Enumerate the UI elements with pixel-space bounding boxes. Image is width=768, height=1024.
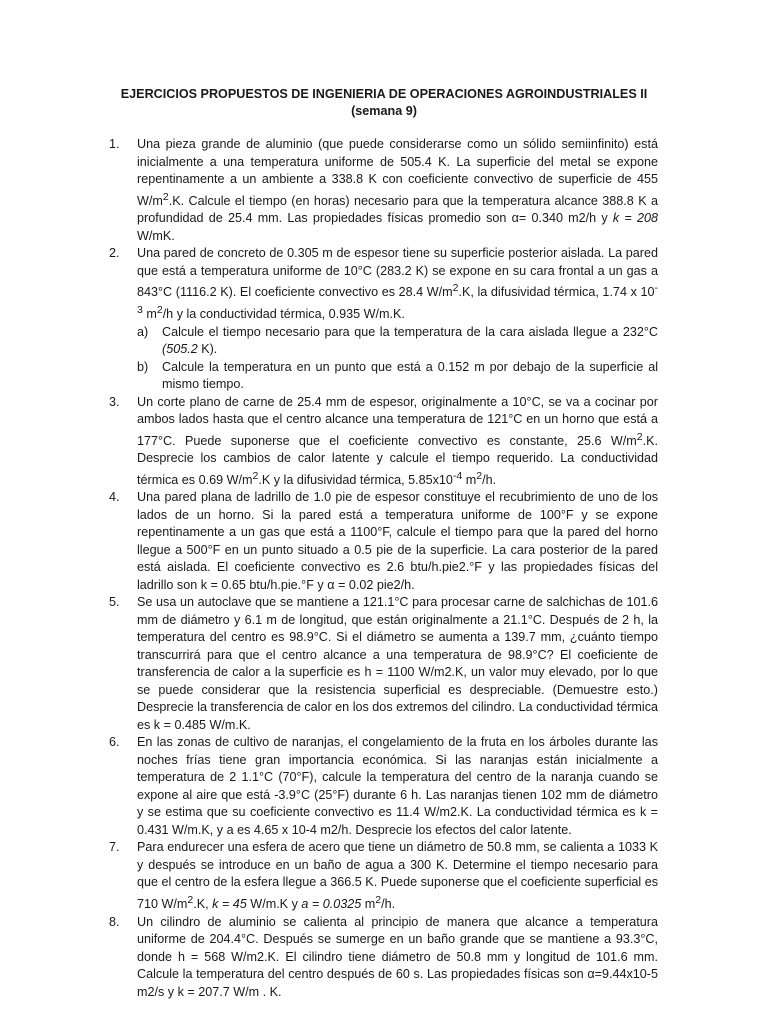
exercise-7: [109, 839, 658, 913]
exercise-number: 2.: [109, 246, 120, 261]
exercise-number: 7.: [109, 840, 120, 855]
exercise-8: [109, 914, 658, 1002]
exercise-2: [109, 245, 658, 393]
exercise-text: En las zonas de cultivo de naranjas, el congelamiento de la fruta en los árboles durante las noches frías tiene gran importancia económica. Si las naranjas están inicialmente a temperatura de 2 1.1°C (70°F), calcule la temperatura del centro de la naranja cuando se expone al aire que está -3.9°C (25°F) durante 6 h. Las naranjas tienen 102 mm de diámetro y se estima que su coeficiente convectivo es 11.4 W/m2.K. La conductividad térmica es k = 0.431 W/m.K, y a es 4.65 x 10-4 m2/h. Desprecie los efectos del calor latente.: [137, 735, 658, 837]
exercise-number: 4.: [109, 490, 120, 505]
exercise-5: [109, 594, 658, 734]
exercise-text: Para endurecer una esfera de acero que tiene un diámetro de 50.8 mm, se calienta a 1033 K y después se introduce en un baño de agua a 300 K. Determine el tiempo necesario para que el centro de la esfera llegue a 366.5 K. Puede suponerse que el coeficiente superficial es 710 $W/m^2.K$, k = 45 W/m.K y a = 0.0325 $m^2/h$.: [137, 840, 658, 912]
exercise-text: Una pieza grande de aluminio (que puede considerarse como un sólido semiinfinito) está inicialmente a una temperatura uniforme de 505.4 K. La superficie del metal se expone repentinamente a un ambiente a 338.8 K con coeficiente convectivo de superficie de 455 $W/m^2.K$. Calcule el tiempo (en horas) necesario para que la temperatura alcance 388.8 K a profundidad de 25.4 mm. Las propiedades físicas promedio son α= 0.340 m2/h y k = 208 W/mK.: [137, 137, 659, 243]
exercise-3: [109, 394, 658, 490]
sub-question-a: a) Calcule el tiempo necesario para que la temperatura de la cara aislada llegue a 232°C (505.2 K).: [137, 324, 658, 357]
exercise-text: Se usa un autoclave que se mantiene a 121.1°C para procesar carne de salchichas de 101.6 mm de diámetro y 6.1 m de longitud, que están originalmente a 21.1°C. Después de 2 h, la temperatura del centro es 98.9°C. Si el diámetro se aumenta a 139.7 mm, ¿cuánto tiempo transcurrirá para que el centro alcance a una temperatura de 98.9°C? El coeficiente de transferencia de calor a la superficie es h = 1100 W/m2.K, un valor muy elevado, por lo que se puede considerar que la resistencia superficial es despreciable. (Demuestre esto.) Desprecie la transferencia de calor en los dos extremos del cilindro. La conductividad térmica es k = 0.485 W/m.K.: [137, 595, 658, 732]
exercise-1: [109, 136, 658, 245]
title-line-2: (semana 9): [351, 104, 417, 118]
exercise-number: 5.: [109, 595, 120, 610]
title-line-1: EJERCICIOS PROPUESTOS DE INGENIERIA DE OPERACIONES AGROINDUSTRIALES II: [120, 87, 648, 101]
exercise-number: 6.: [109, 735, 120, 750]
document-title: [0, 86, 768, 120]
exercise-text: Un cilindro de aluminio se calienta al principio de manera que alcance a temperatura uniforme de 204.4°C. Después se sumerge en un baño grande que se mantiene a 93.3°C, donde h = 568 W/m2.K. El cilindro tiene diámetro de 50.8 mm y longitud de 101.6 mm. Calcule la temperatura del centro después de 60 s. Las propiedades físicas son α=9.44x10-5 m2/s y k = 207.7 W/m . K.: [137, 914, 658, 999]
exercise-number: 3.: [109, 394, 120, 409]
sub-questions: [137, 324, 658, 394]
exercise-6: [109, 734, 658, 839]
exercise-4: [109, 489, 658, 594]
exercise-text: Una pared de concreto de 0.305 m de espesor tiene su superficie posterior aislada. La pared que está a temperatura uniforme de 10°C (283.2 K) se expone en su cara frontal a un gas a 843°C (1116.2 K). El coeficiente convectivo es 28.4 $W/m^2.K$, la difusividad térmica, 1.74 x $10^{-3}$ $m^2/h$ y la conductividad térmica, 0.935 W/m.K. a) Calcule el tiempo necesario para que la temperatura de la cara aislada llegue a 232°C (505.2 K). b) Calcule la temperatura en un punto que está a 0.152 m por debajo de la superficie al mismo tiempo.: [137, 245, 658, 393]
exercise-list: [109, 136, 658, 1001]
exercise-text: Una pared plana de ladrillo de 1.0 pie de espesor constituye el recubrimiento de uno de los lados de un horno. Si la pared está a temperatura uniforme de 100°F y se expone repentinamente a un gas que está a 1100°F, calcule el tiempo para que la pared del horno llegue a 500°F en un punto situado a 0.5 pie de la superficie. La cara posterior de la pared está aislada. El coeficiente convectivo es 2.6 btu/h.pie2.°F y las propiedades físicas del ladrillo son k = 0.65 btu/h.pie.°F y α = 0.02 pie2/h.: [137, 490, 658, 592]
exercise-text: Un corte plano de carne de 25.4 mm de espesor, originalmente a 10°C, se va a cocinar por ambos lados hasta que el centro alcance una temperatura de 121°C en un horno que está a 177°C. Puede suponerse que el coeficiente convectivo es constante, 25.6 $W/m^2.K$. Desprecie los cambios de calor latente y calcule el tiempo requerido. La conductividad térmica es 0.69 $W/m^2.K$ y la difusividad térmica, $5.85x10^{-4}$ $m^2/h$.: [137, 394, 658, 487]
exercise-number: 8.: [109, 914, 120, 929]
sub-question-b: b) Calcule la temperatura en un punto que está a 0.152 m por debajo de la superficie al mismo tiempo.: [137, 359, 658, 392]
exercise-number: 1.: [109, 137, 120, 151]
